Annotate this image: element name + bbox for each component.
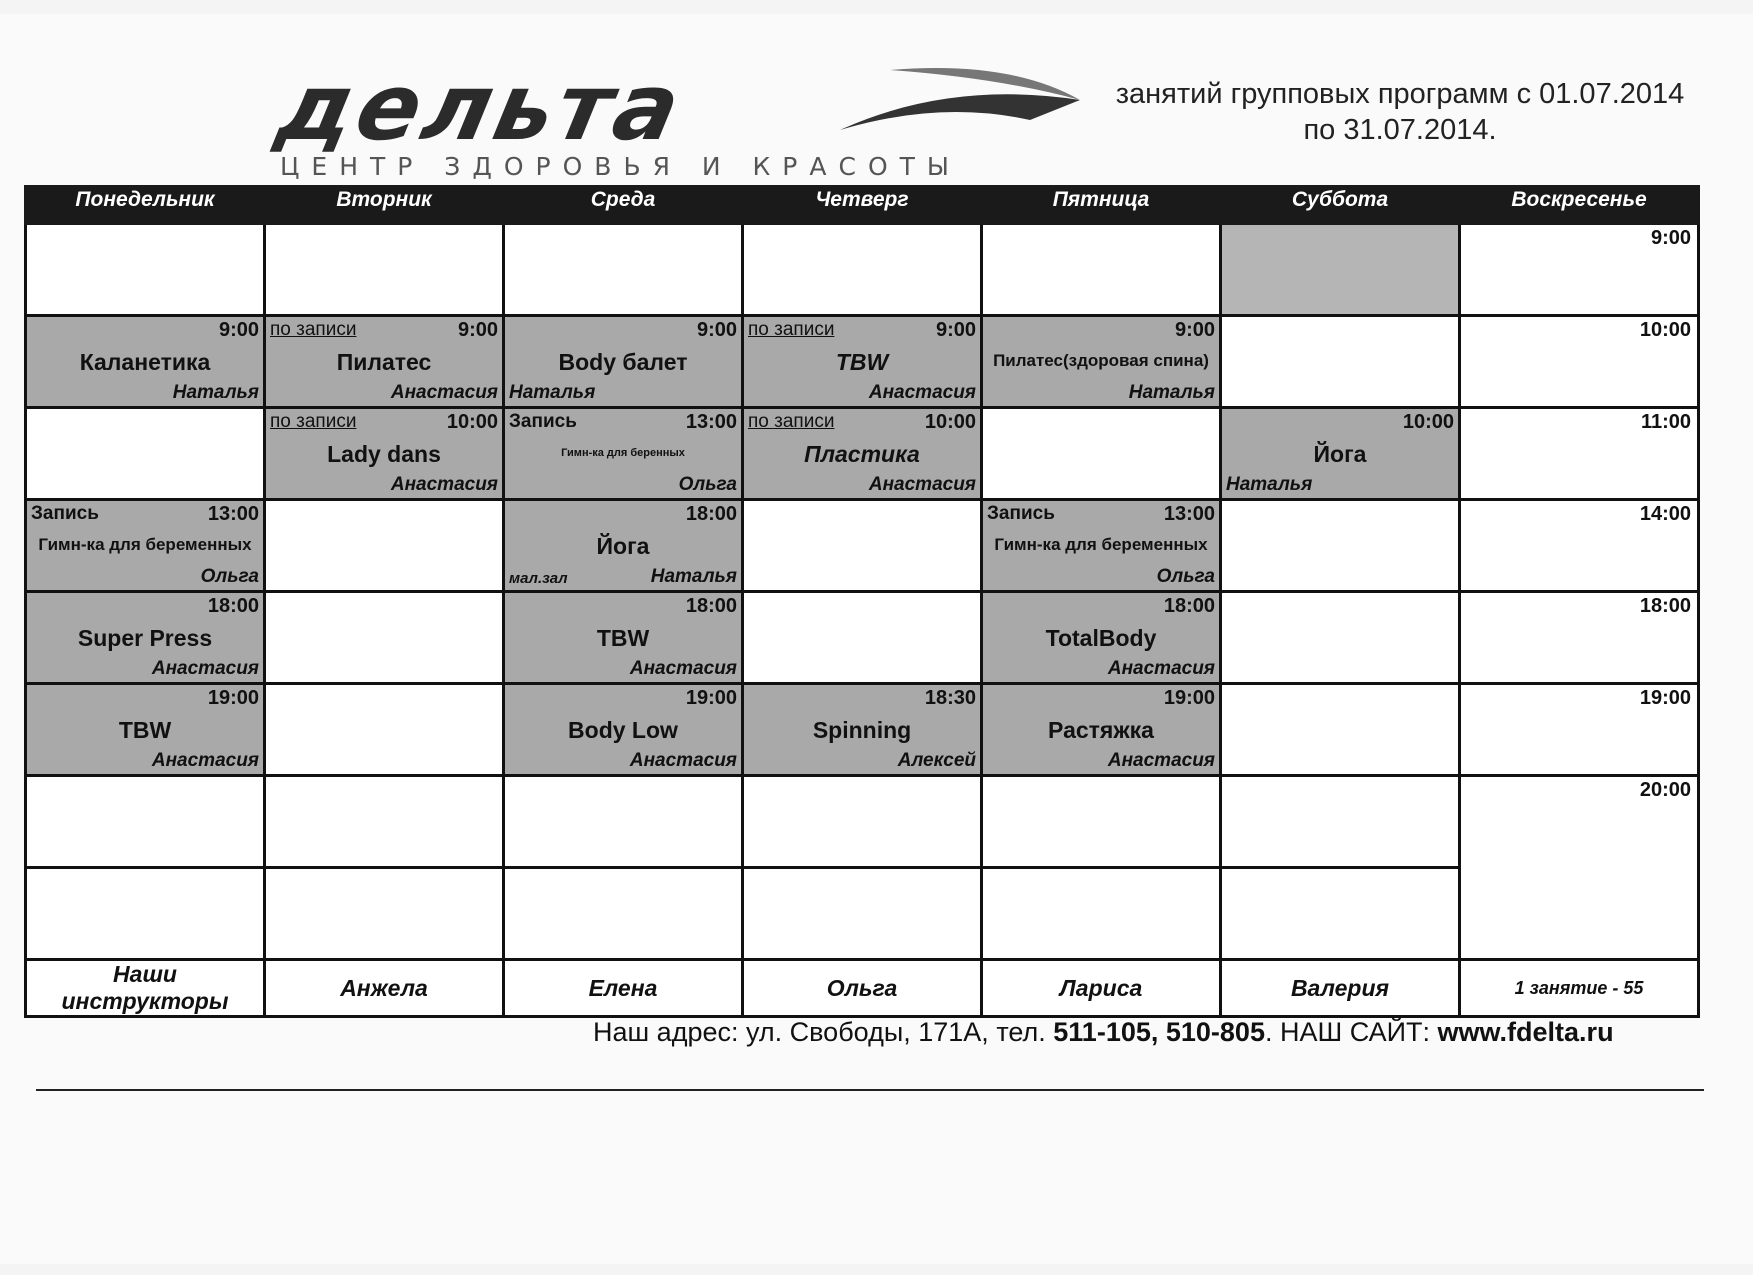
empty-cell: [982, 408, 1221, 500]
empty-cell: [26, 224, 265, 316]
instructor-name: Анастасия: [629, 750, 737, 771]
time-cell: [1460, 776, 1699, 960]
instructor-name: Ольга: [1156, 566, 1215, 587]
class-name: Spinning: [812, 717, 912, 743]
empty-cell: [504, 224, 743, 316]
class-name: Гимн-ка для беременных: [994, 535, 1208, 554]
site-label: . НАШ САЙТ:: [1264, 1017, 1438, 1047]
class-cell[interactable]: [26, 592, 265, 684]
class-cell[interactable]: [26, 500, 265, 592]
class-cell[interactable]: [504, 500, 743, 592]
class-time: 9:00: [696, 319, 737, 341]
class-time: 9:00: [1174, 319, 1215, 341]
instructor-name: Анастасия: [1107, 750, 1215, 771]
instructor-name: Анастасия: [868, 382, 976, 403]
logo-swoosh-icon: [830, 60, 1090, 150]
empty-cell: [504, 776, 743, 868]
class-time: 19:00: [685, 687, 737, 709]
day-header: Суббота: [1221, 187, 1460, 224]
instructor-name: Наталья: [1226, 474, 1313, 495]
instructor-footer: Валерия: [1221, 960, 1460, 1017]
address-text: Наш адрес: ул. Свободы, 171А, тел.: [593, 1017, 1054, 1047]
schedule-row: [26, 868, 1699, 960]
schedule-row: [26, 684, 1699, 776]
class-cell[interactable]: [26, 316, 265, 408]
schedule-row: [26, 224, 1699, 316]
instructor-name: Анастасия: [1107, 658, 1215, 679]
empty-cell: [265, 500, 504, 592]
instructor-name: Анастасия: [151, 750, 259, 771]
empty-cell: [982, 868, 1221, 960]
instructor-name: Анастасия: [151, 658, 259, 679]
booking-tag: по записи: [270, 319, 357, 340]
empty-cell: [743, 500, 982, 592]
class-name: Пластика: [804, 441, 920, 467]
class-cell[interactable]: [982, 316, 1221, 408]
booking-tag: по записи: [748, 411, 835, 432]
time-label: 9:00: [1650, 227, 1691, 249]
empty-cell: [265, 868, 504, 960]
instructors-label: Наши инструкторы: [26, 960, 265, 1017]
time-label: 10:00: [1639, 319, 1691, 341]
time-cell: [1460, 684, 1699, 776]
time-cell: [1460, 316, 1699, 408]
class-time: 19:00: [1163, 687, 1215, 709]
instructor-footer: Елена: [504, 960, 743, 1017]
day-header: Пятница: [982, 187, 1221, 224]
booking-tag: Запись: [31, 503, 99, 524]
class-time: 9:00: [457, 319, 498, 341]
class-name: Пилатес(здоровая спина): [993, 351, 1209, 370]
class-time: 18:30: [924, 687, 976, 709]
instructor-footer: Анжела: [265, 960, 504, 1017]
class-name: Пилатес: [336, 349, 432, 375]
instructor-name: Анастасия: [390, 474, 498, 495]
instructor-name: Ольга: [678, 474, 737, 495]
empty-cell: [743, 592, 982, 684]
class-time: 18:00: [207, 595, 259, 617]
time-label: 19:00: [1639, 687, 1691, 709]
class-cell[interactable]: [265, 408, 504, 500]
class-cell[interactable]: [982, 592, 1221, 684]
class-name: Йога: [596, 533, 650, 559]
day-header: Вторник: [265, 187, 504, 224]
class-name: Растяжка: [1048, 717, 1154, 743]
class-cell[interactable]: [504, 408, 743, 500]
schedule-body: [26, 224, 1699, 1017]
class-name: Lady dans: [327, 441, 441, 467]
class-cell[interactable]: [504, 684, 743, 776]
time-cell: [1460, 408, 1699, 500]
class-time: 18:00: [685, 595, 737, 617]
class-cell[interactable]: [265, 316, 504, 408]
divider: [36, 1089, 1704, 1091]
class-time: 9:00: [935, 319, 976, 341]
class-cell[interactable]: [26, 684, 265, 776]
empty-cell: [743, 868, 982, 960]
time-cell: [1460, 224, 1699, 316]
phone-numbers: 511-105, 510-805: [1053, 1017, 1265, 1047]
empty-cell: [1221, 776, 1460, 868]
room-label: мал.зал: [509, 570, 568, 587]
time-label: 20:00: [1639, 779, 1691, 801]
class-name: Каланетика: [79, 349, 211, 375]
instructor-name: Анастасия: [868, 474, 976, 495]
class-time: 19:00: [207, 687, 259, 709]
price-note: 1 занятие - 55: [1460, 960, 1699, 1017]
empty-cell: [1221, 592, 1460, 684]
empty-cell: [265, 224, 504, 316]
empty-cell: [265, 776, 504, 868]
empty-cell: [265, 592, 504, 684]
booking-tag: Запись: [987, 503, 1055, 524]
booking-tag: Запись: [509, 411, 577, 432]
class-name: TBW: [835, 349, 889, 375]
schedule-row: [26, 500, 1699, 592]
site-link[interactable]: www.fdelta.ru: [1437, 1017, 1614, 1047]
time-cell: [1460, 500, 1699, 592]
class-time: 9:00: [218, 319, 259, 341]
empty-cell: [1221, 500, 1460, 592]
title-line-1: занятий групповых программ с 01.07.2014: [1115, 78, 1685, 110]
class-cell[interactable]: [743, 408, 982, 500]
day-header: Среда: [504, 187, 743, 224]
class-cell[interactable]: [743, 316, 982, 408]
empty-cell: [504, 868, 743, 960]
logo-word: дельта: [268, 54, 694, 161]
instructor-footer: Лариса: [982, 960, 1221, 1017]
empty-cell: [1221, 684, 1460, 776]
class-cell[interactable]: [982, 684, 1221, 776]
instructor-name: Алексей: [897, 750, 976, 771]
class-cell[interactable]: [1221, 408, 1460, 500]
class-name: TotalBody: [1045, 625, 1157, 651]
day-header: Воскресенье: [1460, 187, 1699, 224]
instructor-name: Наталья: [650, 566, 737, 587]
logo-subtitle: ЦЕНТР ЗДОРОВЬЯ И КРАСОТЫ: [280, 152, 961, 181]
class-name: TBW: [118, 717, 172, 743]
schedule-sheet: [0, 14, 1753, 1264]
instructors-row: [26, 960, 1699, 1017]
class-name: Body Low: [568, 717, 678, 743]
class-time: 18:00: [685, 503, 737, 525]
class-time: 10:00: [924, 411, 976, 433]
instructor-name: Наталья: [509, 382, 596, 403]
empty-cell: [982, 776, 1221, 868]
class-time: 13:00: [207, 503, 259, 525]
empty-cell: [982, 224, 1221, 316]
time-label: 18:00: [1639, 595, 1691, 617]
instructor-name: Анастасия: [390, 382, 498, 403]
class-name: Super Press: [77, 625, 213, 651]
time-cell: [1460, 592, 1699, 684]
class-cell[interactable]: [982, 500, 1221, 592]
day-header-row: [26, 187, 1699, 224]
class-time: 13:00: [1163, 503, 1215, 525]
instructor-name: Наталья: [1128, 382, 1215, 403]
class-time: 13:00: [685, 411, 737, 433]
logo: [268, 54, 1110, 181]
instructor-name: Ольга: [200, 566, 259, 587]
time-label: 14:00: [1639, 503, 1691, 525]
empty-cell: [26, 408, 265, 500]
instructor-name: Наталья: [172, 382, 259, 403]
class-cell[interactable]: [743, 684, 982, 776]
class-name: Йога: [1313, 441, 1367, 467]
title-line-2: по 31.07.2014.: [1303, 114, 1497, 146]
empty-cell: [743, 776, 982, 868]
empty-cell: [26, 776, 265, 868]
booking-tag: по записи: [748, 319, 835, 340]
class-cell[interactable]: [504, 592, 743, 684]
address-line: [593, 1017, 1614, 1048]
instructor-name: Анастасия: [629, 658, 737, 679]
schedule-table: [24, 185, 1700, 1018]
empty-cell: [1221, 224, 1460, 316]
day-header: Понедельник: [26, 187, 265, 224]
instructor-footer: Ольга: [743, 960, 982, 1017]
schedule-row: [26, 776, 1699, 868]
booking-tag: по записи: [270, 411, 357, 432]
class-cell[interactable]: [504, 316, 743, 408]
empty-cell: [265, 684, 504, 776]
empty-cell: [26, 868, 265, 960]
page-title: [1115, 76, 1685, 148]
time-label: 11:00: [1640, 411, 1691, 433]
schedule-row: [26, 592, 1699, 684]
class-name: Гимн-ка для беренных: [561, 447, 685, 459]
class-time: 10:00: [1402, 411, 1454, 433]
empty-cell: [1221, 868, 1460, 960]
schedule-row: [26, 408, 1699, 500]
class-name: Body балет: [558, 349, 688, 375]
class-name: TBW: [596, 625, 650, 651]
class-time: 18:00: [1163, 595, 1215, 617]
day-header: Четверг: [743, 187, 982, 224]
class-time: 10:00: [446, 411, 498, 433]
empty-cell: [743, 224, 982, 316]
class-name: Гимн-ка для беременных: [38, 535, 252, 554]
schedule-row: [26, 316, 1699, 408]
empty-cell: [1221, 316, 1460, 408]
